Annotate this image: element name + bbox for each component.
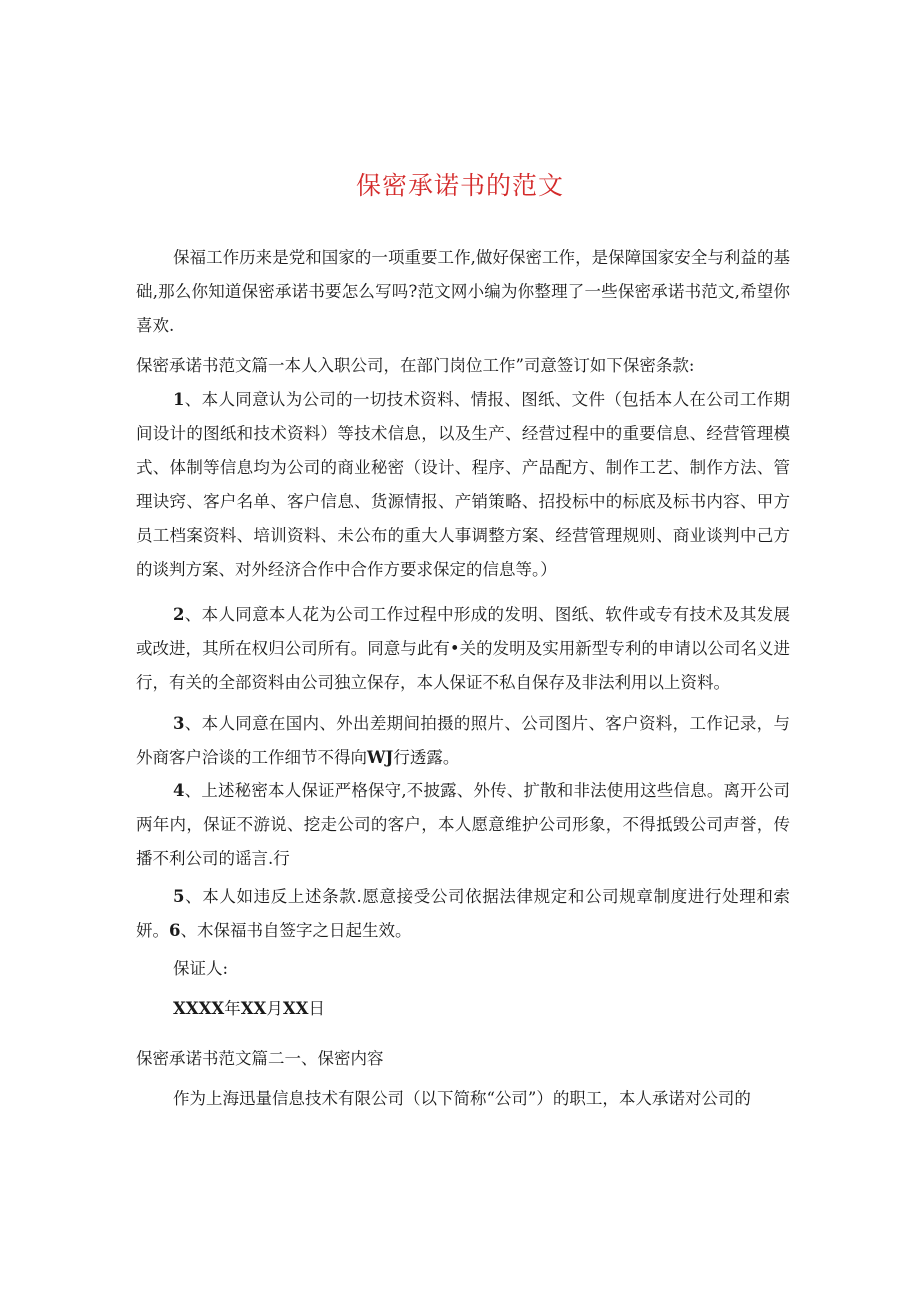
clause-3-text-after: 行透露。 <box>393 748 460 767</box>
clause-5-number: 5 <box>173 887 185 906</box>
date-day-unit: 日 <box>308 999 325 1018</box>
clause-3-bold-text: WJ <box>367 748 394 767</box>
clause-5 <box>136 880 790 948</box>
date-day: XX <box>282 999 309 1018</box>
clause-6-text: 、木保福书自签字之日起生效。 <box>180 921 412 940</box>
date-month-unit: 月 <box>266 999 283 1018</box>
document-title: 保密承诺书的范文 <box>355 171 564 200</box>
clause-3-text: 、本人同意在国内、外出差期间拍摄的照片、公司图片、客户资料，工作记录，与外商客户洽谈的工作细节不得向 <box>136 714 790 767</box>
clause-6-number: 6 <box>169 921 181 940</box>
clause-5-text: 、本人如违反上述条款.愿意接受公司依据法律规定和公司规章制度进行处理和索妍。 <box>136 887 790 940</box>
section2-first-line: 作为上海迅量信息技术有限公司（以下简称“公司”）的职工，本人承诺对公司的 <box>173 1089 751 1108</box>
section1-heading: 保密承诺书范文篇一本人入职公司，在部门岗位工作”司意签订如下保密条款: <box>136 356 695 375</box>
signature-date <box>136 992 790 1026</box>
clause-1-number: 1 <box>173 390 185 409</box>
date-month: XX <box>240 999 267 1018</box>
clause-4-number: 4 <box>173 781 185 800</box>
section2-heading: 保密承诺书范文篇二一、保密内容 <box>136 1049 384 1068</box>
clause-2-text: 、本人同意本人花为公司工作过程中形成的发明、图纸、软件或专有技术及其发展或改进，其所在权归公司所有。同意与此有•关的发明及实用新型专利的申请以公司名义进行，有关的全部资料由公司独立保存，本人保证不私自保存及非法利用以上资料。 <box>136 605 790 692</box>
guarantor-label: 保证人: <box>173 959 229 978</box>
clause-3 <box>136 707 790 775</box>
clause-4 <box>136 774 790 876</box>
clause-4-text: 、上述秘密本人保证严格保守,不披露、外传、扩散和非法使用这些信息。离开公司两年内，保证不游说、挖走公司的客户，本人愿意维护公司形象，不得抵毁公司声誉，传播不利公司的谣言.行 <box>136 781 790 868</box>
clause-3-number: 3 <box>173 714 185 733</box>
date-year-unit: 年 <box>224 999 241 1018</box>
clause-1-text: 、本人同意认为公司的一切技术资料、情报、图纸、文件（包括本人在公司工作期间设计的图纸和技术资料）等技术信息，以及生产、经营过程中的重要信息、经营管理模式、体制等信息均为公司的商业秘密（设计、程序、产品配方、制作工艺、制作方法、管理诀窍、客户名单、客户信息、货源情报、产销策略、招投标中的标底及标书内容、甲方员工档案资料、培训资料、未公布的重大人事调整方案、经营管理规则、商业谈判中己方的谈判方案、对外经济合作中合作方要求保定的信息等。） <box>136 390 790 579</box>
clause-2 <box>136 598 790 700</box>
date-year: XXXX <box>173 999 225 1018</box>
clause-1 <box>136 383 790 587</box>
clause-2-number: 2 <box>173 605 185 624</box>
intro-paragraph: 保福工作历来是党和国家的一项重要工作,做好保密工作，是保障国家安全与利益的基础,那么你知道保密承诺书要怎么写吗?范文网小编为你整理了一些保密承诺书范文,希望你喜欢. <box>136 248 790 335</box>
